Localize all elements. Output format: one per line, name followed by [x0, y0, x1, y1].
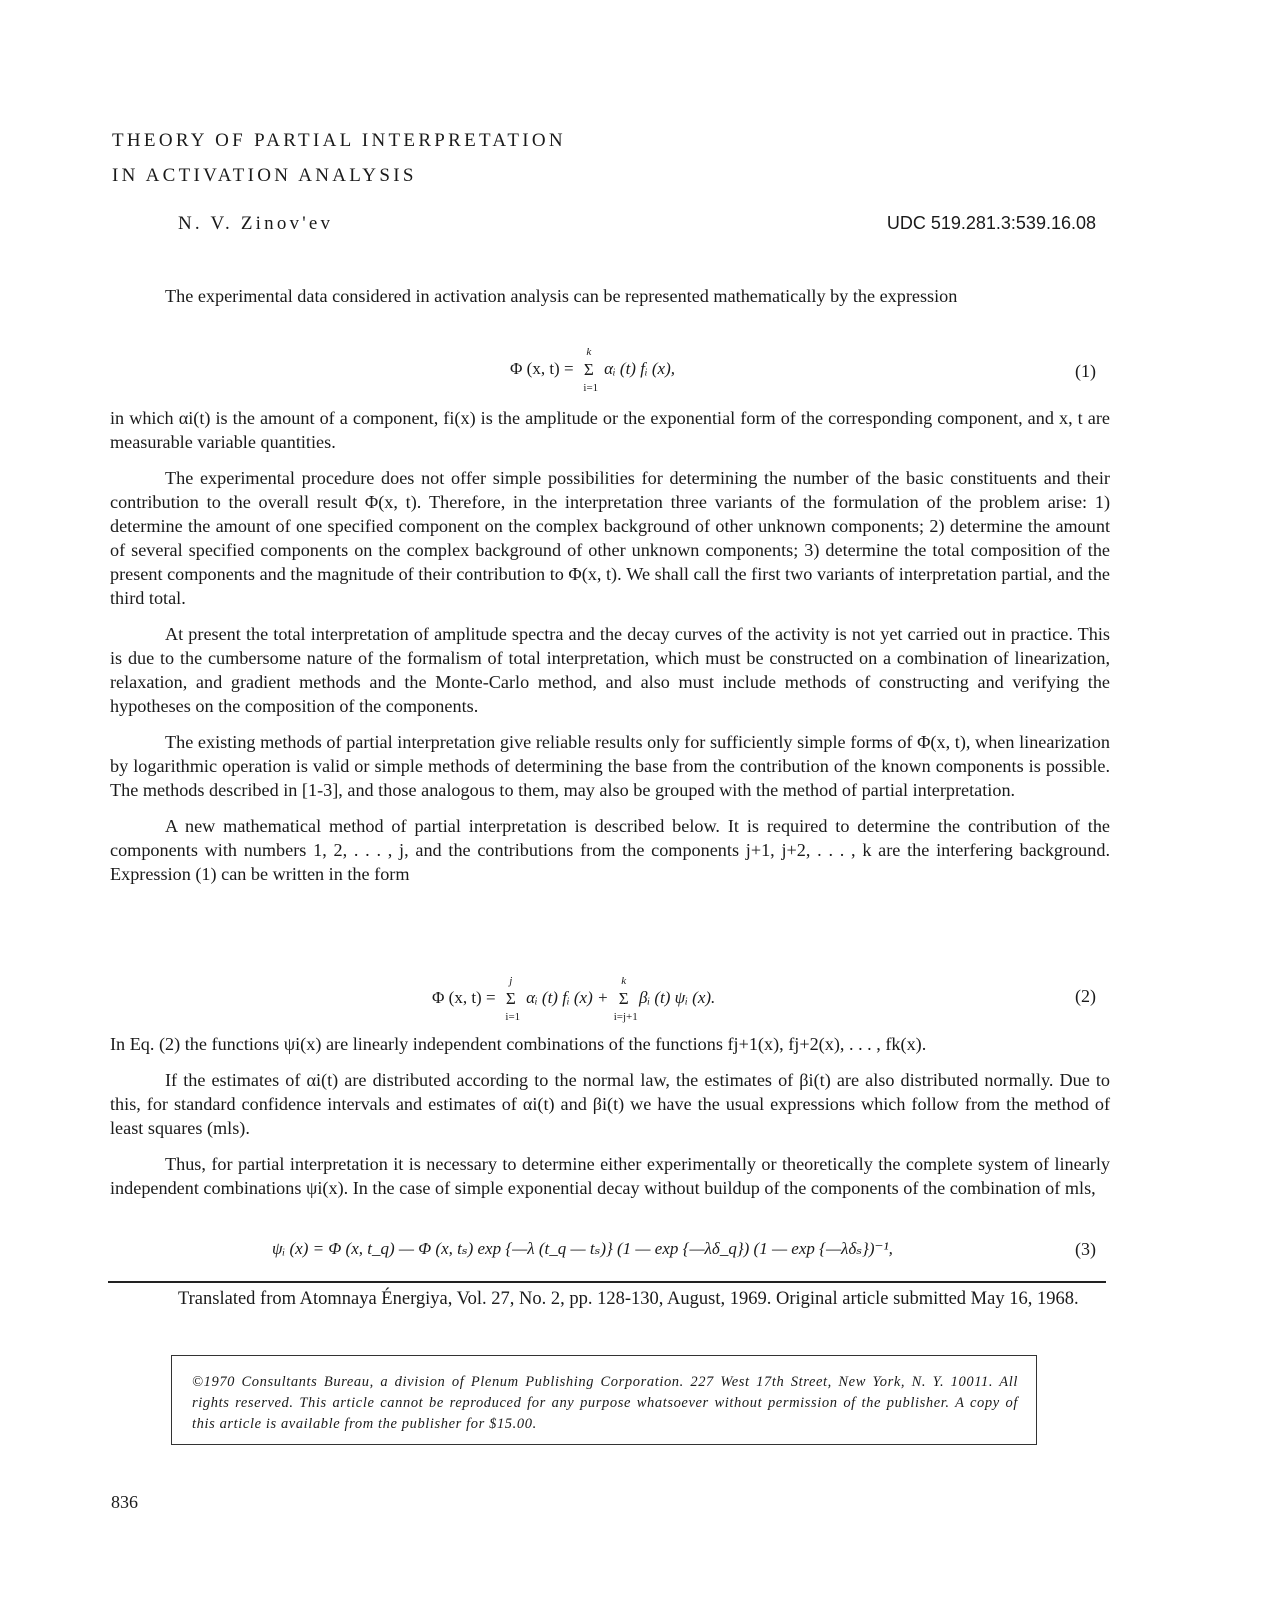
translation-footnote: [110, 1287, 1100, 1311]
eq2-sum-1: Σ j i=1: [500, 989, 522, 1009]
paragraph-7: In Eq. (2) the functions ψi(x) are linearly independent combinations of the functions fj+1(x), fj+2(x), . . . , fk(x).: [110, 1034, 927, 1054]
eq3-text: ψᵢ (x) = Φ (x, t_q) — Φ (x, tₛ) exp {—λ (t_q — tₛ)} (1 — exp {—λδ_q}) (1 — exp {—λδₛ})⁻¹,: [272, 1239, 893, 1258]
body-block-3: [110, 1032, 1110, 1212]
eq2-sum2-top: k: [621, 975, 627, 988]
paragraph-3: The experimental procedure does not offer simple possibilities for determining the number of the basic constituents and their contribution to the overall result Φ(x, t). Therefore, in the interpretation three variants of the formulation of the problem arise: 1) determine the amount of one specified component on the complex background of other unknown components; 2) determine the amount of several specified components on the complex background of other unknown components; 3) determine the total composition of the present components and the magnitude of their contribution to Φ(x, t). We shall call the first two variants of interpretation partial, and the third total.: [110, 468, 1110, 608]
copyright-text: ©1970 Consultants Bureau, a division of Plenum Publishing Corporation. 227 West 17th Street, New York, N. Y. 10011. All rights reserved. This article cannot be reproduced for any purpose whatsoever without permission of the publisher. A copy of this article is available from the publisher for $15.00.: [192, 1374, 1018, 1432]
equation-1: [510, 346, 676, 395]
eq1-sum: Σ k i=1: [578, 360, 600, 380]
paragraph-4: At present the total interpretation of amplitude spectra and the decay curves of the activity is not yet carried out in practice. This is due to the cumbersome nature of the formalism of total interpretation, which must be constructed on a combination of linearization, relaxation, and gradient methods and the Monte-Carlo method, and also must include methods of constructing and verifying the hypotheses on the composition of the components.: [110, 624, 1110, 716]
eq1-sum-bottom: i=1: [583, 382, 599, 395]
eq2-sum2-bottom: i=j+1: [613, 1011, 638, 1024]
equation-2-number: (2): [1075, 986, 1096, 1006]
footnote-text: Translated from Atomnaya Énergiya, Vol. 27, No. 2, pp. 128-130, August, 1969. Original article submitted May 16, 1968.: [178, 1289, 1079, 1309]
udc-code: UDC 519.281.3:539.16.08: [886, 213, 1096, 233]
page-number: 836: [111, 1492, 138, 1512]
copyright-box: [171, 1355, 1037, 1445]
equation-3: [272, 1239, 893, 1259]
title-line-2: IN ACTIVATION ANALYSIS: [112, 165, 417, 186]
paragraph-5: The existing methods of partial interpretation give reliable results only for sufficiently simple forms of Φ(x, t), when linearization by logarithmic operation is valid or simple methods of determining the base from the contribution of the known components is possible. The methods described in [1-3], and those analogous to them, may also be grouped with the method of partial interpretation.: [110, 732, 1110, 800]
paragraph-8: If the estimates of αi(t) are distributed according to the normal law, the estimates of βi(t) are also distributed normally. Due to this, for standard confidence intervals and estimates of αi(t) and βi(t) we have the usual expressions which follow from the method of least squares (mls).: [110, 1070, 1110, 1138]
eq1-sum-top: k: [586, 346, 592, 359]
eq1-lhs: Φ (x, t) =: [510, 359, 578, 378]
eq2-sum1-bottom: i=1: [505, 1011, 521, 1024]
paragraph-2: in which αi(t) is the amount of a component, fi(x) is the amplitude or the exponential form of the corresponding component, and x, t are measurable variable quantities.: [110, 408, 1110, 452]
paragraph-6: A new mathematical method of partial interpretation is described below. It is required to determine the contribution of the components with numbers 1, 2, . . . , j, and the contributions from the components j+1, j+2, . . . , k are the interfering background. Expression (1) can be written in the form: [110, 816, 1110, 884]
eq2-sum-2: Σ k i=j+1: [613, 989, 635, 1009]
author: N. V. Zinov'ev: [178, 213, 334, 234]
body-block-2: [110, 406, 1110, 898]
eq2-lhs: Φ (x, t) =: [432, 988, 500, 1007]
eq2-rhs: βᵢ (t) ψᵢ (x).: [638, 988, 716, 1007]
eq2-sum1-top: j: [509, 975, 513, 988]
title-line-1: THEORY OF PARTIAL INTERPRETATION: [112, 130, 566, 151]
paragraph-1-block: [110, 284, 1110, 320]
eq2-mid: αᵢ (t) fᵢ (x) +: [526, 988, 613, 1007]
footnote-rule: [108, 1281, 1106, 1283]
equation-3-number: (3): [1075, 1239, 1096, 1259]
paragraph-9: Thus, for partial interpretation it is necessary to determine either experimentally or theoretically the complete system of linearly independent combinations ψi(x). In the case of simple exponential decay without buildup of the components of the combination of mls,: [110, 1154, 1110, 1198]
eq1-rhs: αᵢ (t) fᵢ (x),: [604, 359, 676, 378]
paragraph-1: The experimental data considered in activation analysis can be represented mathematically by the expression: [165, 286, 958, 306]
equation-2: [432, 975, 716, 1024]
equation-1-number: (1): [1075, 361, 1096, 381]
